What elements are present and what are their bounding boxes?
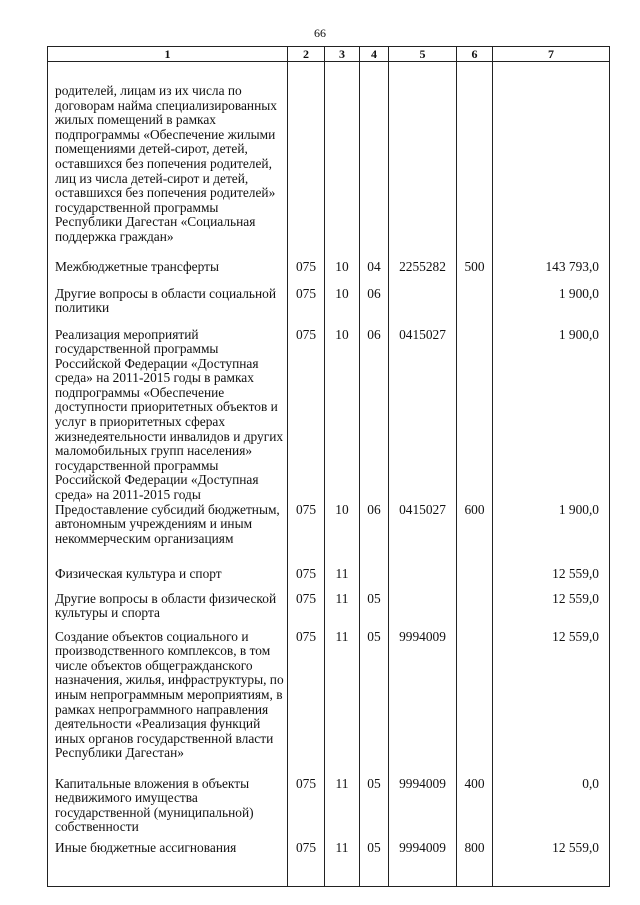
row-section: 11 bbox=[325, 777, 360, 841]
row-subsection: 04 bbox=[360, 260, 389, 287]
row-subsection: 05 bbox=[360, 841, 389, 887]
header-col-2: 2 bbox=[288, 47, 325, 62]
table-row bbox=[48, 260, 610, 287]
row-subsection: 06 bbox=[360, 287, 389, 328]
row-expense-type: 600 bbox=[457, 503, 493, 567]
page-number: 66 bbox=[314, 26, 326, 40]
row-ministry: 075 bbox=[288, 287, 325, 328]
row-amount: 0,0 bbox=[493, 777, 610, 841]
row-subsection: 05 bbox=[360, 777, 389, 841]
row-ministry: 075 bbox=[288, 630, 325, 777]
row-expense-type: 500 bbox=[457, 260, 493, 287]
row-ministry: 075 bbox=[288, 777, 325, 841]
table-row bbox=[48, 777, 610, 841]
row-target-article: 0415027 bbox=[389, 328, 457, 503]
table-row bbox=[48, 287, 610, 328]
row-target-article bbox=[389, 62, 457, 260]
row-subsection bbox=[360, 62, 389, 260]
row-name: Создание объектов социального и производственного комплексов, в том числе объектов общегражданского назначения, жилья, инфраструктуры, по иным непрограммным мероприятиям, в рамках непрограммного направления деятельности «Реализация функций иных органов государственной власти Республики Дагестан» bbox=[48, 630, 288, 777]
row-target-article: 9994009 bbox=[389, 777, 457, 841]
row-amount: 12 559,0 bbox=[493, 567, 610, 592]
header-col-4: 4 bbox=[360, 47, 389, 62]
table-row bbox=[48, 62, 610, 260]
row-target-article bbox=[389, 567, 457, 592]
header-col-1: 1 bbox=[48, 47, 288, 62]
row-subsection: 06 bbox=[360, 328, 389, 503]
row-name: Физическая культура и спорт bbox=[48, 567, 288, 592]
header-col-3: 3 bbox=[325, 47, 360, 62]
budget-table bbox=[47, 46, 610, 887]
row-expense-type: 800 bbox=[457, 841, 493, 887]
table-row bbox=[48, 630, 610, 777]
row-target-article: 9994009 bbox=[389, 841, 457, 887]
row-ministry bbox=[288, 62, 325, 260]
row-expense-type bbox=[457, 592, 493, 630]
row-expense-type bbox=[457, 630, 493, 777]
row-expense-type: 400 bbox=[457, 777, 493, 841]
row-target-article: 0415027 bbox=[389, 503, 457, 567]
row-subsection: 05 bbox=[360, 592, 389, 630]
row-expense-type bbox=[457, 62, 493, 260]
row-section: 11 bbox=[325, 841, 360, 887]
row-name: Капитальные вложения в объекты недвижимого имущества государственной (муниципальной) собственности bbox=[48, 777, 288, 841]
row-ministry: 075 bbox=[288, 260, 325, 287]
row-amount: 12 559,0 bbox=[493, 592, 610, 630]
row-section: 11 bbox=[325, 630, 360, 777]
row-amount: 1 900,0 bbox=[493, 287, 610, 328]
row-section bbox=[325, 62, 360, 260]
row-amount: 1 900,0 bbox=[493, 503, 610, 567]
row-section: 10 bbox=[325, 287, 360, 328]
row-expense-type bbox=[457, 287, 493, 328]
row-section: 10 bbox=[325, 328, 360, 503]
header-row bbox=[48, 47, 610, 62]
row-target-article: 2255282 bbox=[389, 260, 457, 287]
row-amount: 1 900,0 bbox=[493, 328, 610, 503]
row-ministry: 075 bbox=[288, 841, 325, 887]
row-expense-type bbox=[457, 567, 493, 592]
row-section: 10 bbox=[325, 503, 360, 567]
row-section: 10 bbox=[325, 260, 360, 287]
row-name: Реализация мероприятий государственной программы Российской Федерации «Доступная среда» на 2011-2015 годы в рамках подпрограммы «Обеспечение доступности приоритетных объектов и услуг в приоритетных сферах жизнедеятельности инвалидов и других маломобильных групп населения» государственной программы Российской Федерации «Доступная среда» на 2011-2015 годы bbox=[48, 328, 288, 503]
row-subsection: 06 bbox=[360, 503, 389, 567]
header-col-6: 6 bbox=[457, 47, 493, 62]
table-row bbox=[48, 328, 610, 503]
header-col-7: 7 bbox=[493, 47, 610, 62]
header-col-5: 5 bbox=[389, 47, 457, 62]
row-section: 11 bbox=[325, 567, 360, 592]
row-amount: 143 793,0 bbox=[493, 260, 610, 287]
row-amount bbox=[493, 62, 610, 260]
row-ministry: 075 bbox=[288, 503, 325, 567]
row-ministry: 075 bbox=[288, 328, 325, 503]
table-row bbox=[48, 567, 610, 592]
row-ministry: 075 bbox=[288, 567, 325, 592]
row-name: Другие вопросы в области физической культуры и спорта bbox=[48, 592, 288, 630]
row-section: 11 bbox=[325, 592, 360, 630]
row-name: Межбюджетные трансферты bbox=[48, 260, 288, 287]
row-name: родителей, лицам из их числа по договорам найма специализированных жилых помещений в рамках подпрограммы «Обеспечение жилыми помещениями детей-сирот, детей, оставшихся без попечения родителей, лиц из числа детей-сирот и детей, оставшихся без попечения родителей» государственной программы Республики Дагестан «Социальная поддержка граждан» bbox=[48, 62, 288, 260]
table-row bbox=[48, 503, 610, 567]
table-row bbox=[48, 592, 610, 630]
row-target-article bbox=[389, 287, 457, 328]
row-name: Предоставление субсидий бюджетным, автономным учреждениям и иным некоммерческим организациям bbox=[48, 503, 288, 567]
row-subsection bbox=[360, 567, 389, 592]
row-subsection: 05 bbox=[360, 630, 389, 777]
row-ministry: 075 bbox=[288, 592, 325, 630]
table-row bbox=[48, 841, 610, 887]
row-amount: 12 559,0 bbox=[493, 630, 610, 777]
row-target-article bbox=[389, 592, 457, 630]
row-name: Другие вопросы в области социальной политики bbox=[48, 287, 288, 328]
row-expense-type bbox=[457, 328, 493, 503]
row-name: Иные бюджетные ассигнования bbox=[48, 841, 288, 887]
row-target-article: 9994009 bbox=[389, 630, 457, 777]
row-amount: 12 559,0 bbox=[493, 841, 610, 887]
